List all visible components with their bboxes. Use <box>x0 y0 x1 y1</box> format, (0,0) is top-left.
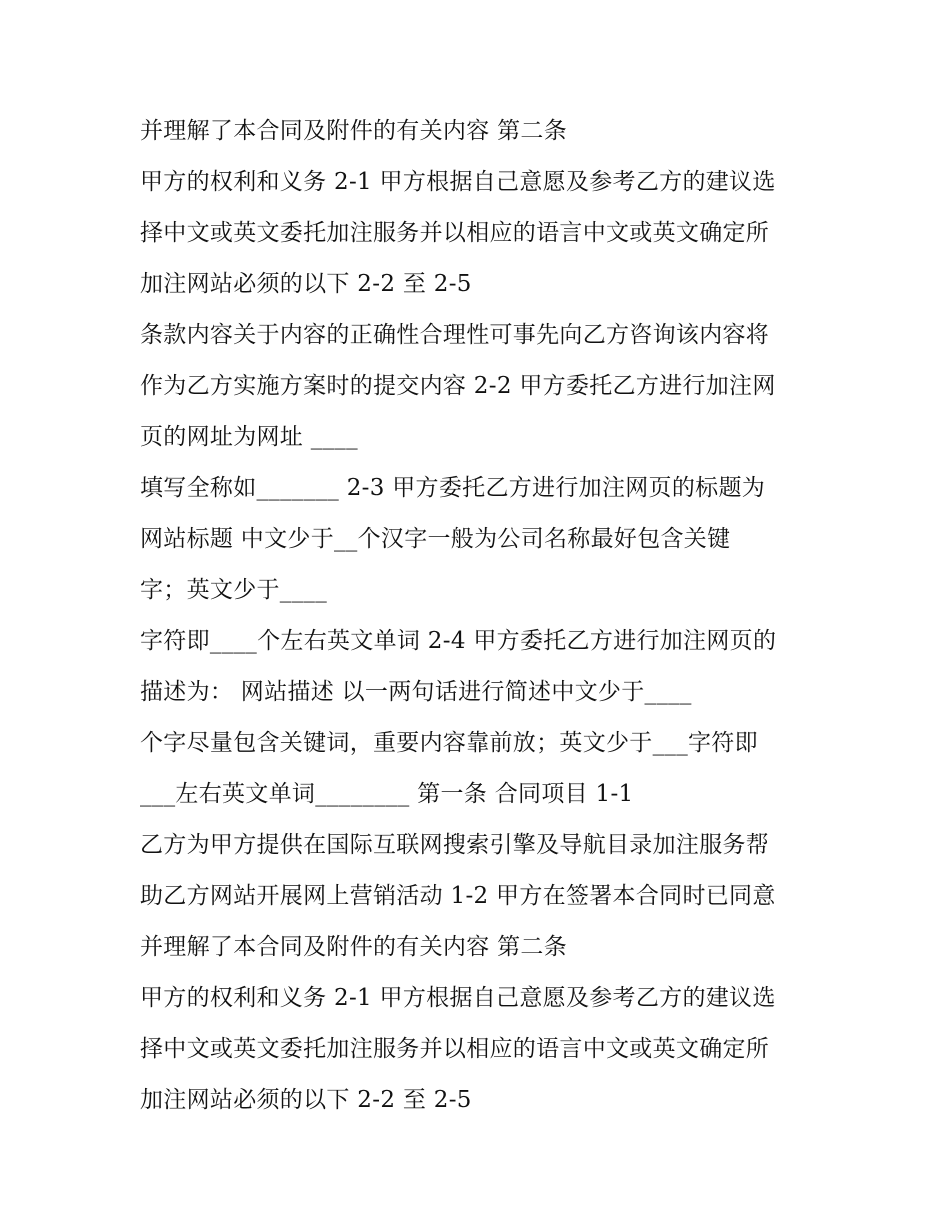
text-line: 择中文或英文委托加注服务并以相应的语言中文或英文确定所 <box>140 1036 770 1062</box>
text-line: 助乙方网站开展网上营销活动 1-2 甲方在签署本合同时已同意 <box>140 883 776 909</box>
text-line: 条款内容关于内容的正确性合理性可事先向乙方咨询该内容将 <box>140 322 770 348</box>
text-line: 择中文或英文委托加注服务并以相应的语言中文或英文确定所 <box>140 220 770 246</box>
document-body <box>140 106 840 1126</box>
text-line: 描述为： 网站描述 以一两句话进行简述中文少于____ <box>140 679 692 705</box>
text-line: 并理解了本合同及附件的有关内容 第二条 <box>140 934 568 960</box>
text-line: 字符即____个左右英文单词 2-4 甲方委托乙方进行加注网页的 <box>140 628 777 654</box>
text-line: 网站标题 中文少于__个汉字一般为公司名称最好包含关键 <box>140 526 731 552</box>
text-line: ___左右英文单词________ 第一条 合同项目 1-1 <box>140 781 634 807</box>
text-line: 个字尽量包含关键词，重要内容靠前放；英文少于___字符即 <box>140 730 758 756</box>
text-line: 甲方的权利和义务 2-1 甲方根据自己意愿及参考乙方的建议选 <box>140 985 776 1011</box>
text-line: 字；英文少于____ <box>140 577 327 603</box>
text-line: 乙方为甲方提供在国际互联网搜索引擎及导航目录加注服务帮 <box>140 832 770 858</box>
text-line: 页的网址为网址 ____ <box>140 424 358 450</box>
text-line: 甲方的权利和义务 2-1 甲方根据自己意愿及参考乙方的建议选 <box>140 169 776 195</box>
text-line: 加注网站必须的以下 2-2 至 2-5 <box>140 1087 472 1113</box>
text-line: 作为乙方实施方案时的提交内容 2-2 甲方委托乙方进行加注网 <box>140 373 776 399</box>
text-line: 加注网站必须的以下 2-2 至 2-5 <box>140 271 472 297</box>
text-line: 并理解了本合同及附件的有关内容 第二条 <box>140 118 568 144</box>
text-line: 填写全称如_______ 2-3 甲方委托乙方进行加注网页的标题为 <box>140 475 766 501</box>
